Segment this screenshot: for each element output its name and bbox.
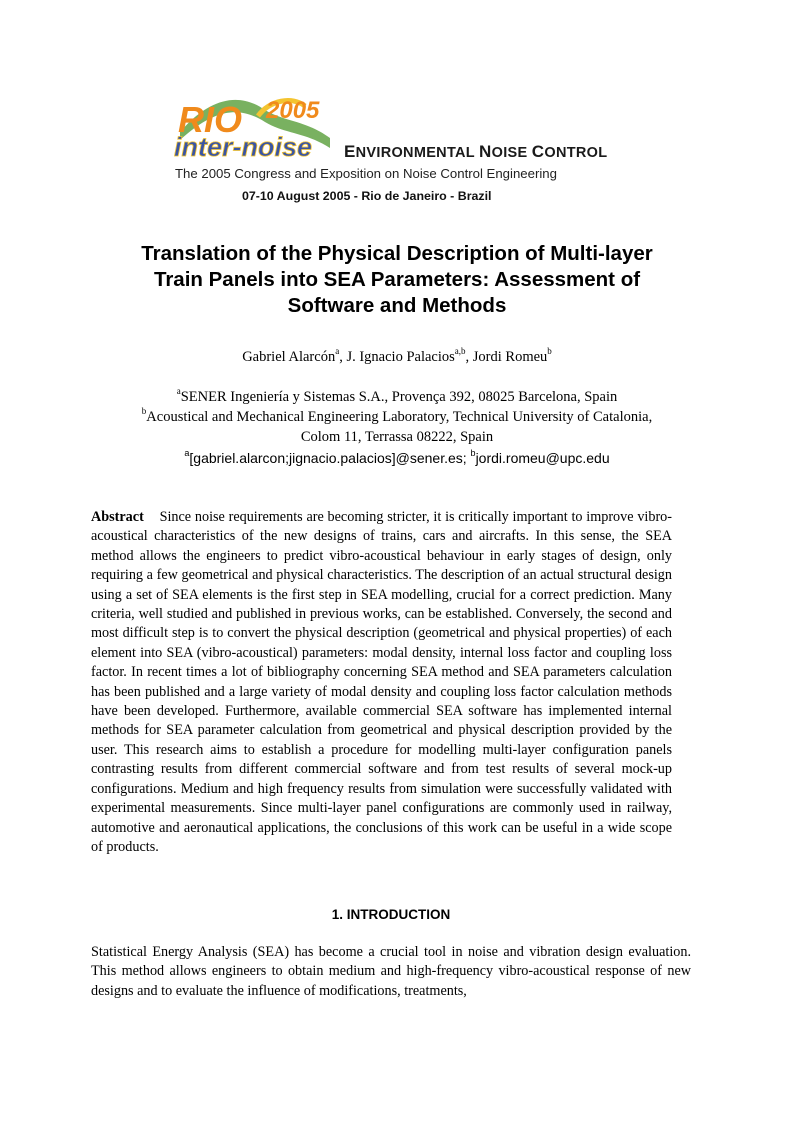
introduction-paragraph: Statistical Energy Analysis (SEA) has become a crucial tool in noise and vibration design evaluation. This method allows engineers to obtain medium and high-frequency vibro-acoustical response of new designs and to evaluate the influence of modifications, treatments, (91, 944, 691, 999)
author-name: Jordi Romeu (472, 349, 548, 365)
affiliation-line: $^b$Acoustical and Mechanical Engineering Laboratory, Technical University of Catalonia, (141, 406, 653, 425)
email-upc: jordi.romeu@upc.edu (475, 450, 610, 466)
author-list: Gabriel Alarcón$^a$, J. Ignacio Palacios$^{a,b}$, Jordi Romeu$^b$ (242, 346, 552, 365)
affiliations (90, 387, 704, 447)
author-name: J. Ignacio Palacios (346, 349, 455, 365)
email-sener: [gabriel.alarcon;jignacio.palacios]@sener.es; (189, 450, 471, 466)
author-affiliation-mark: a,b (454, 346, 466, 357)
title-line: Train Panels into SEA Parameters: Assessment of (153, 268, 641, 291)
congress-subtitle: The 2005 Congress and Exposition on Noise Control Engineering (175, 166, 557, 181)
abstract (91, 508, 672, 857)
logo-rio-text: RIO (178, 99, 243, 140)
author-emails: $^a$[gabriel.alarcon;jignacio.palacios]@sener.es; $^b$jordi.romeu@upc.edu (184, 448, 610, 466)
author-name: Gabriel Alarcón (242, 349, 336, 365)
conference-header (170, 92, 630, 212)
logo-brand-text: inter-noise (174, 132, 313, 162)
logo-year-text: 2005 (266, 97, 320, 124)
abstract-label: Abstract (91, 509, 144, 525)
abstract-body: Since noise requirements are becoming stricter, it is critically important to improve vibro-acoustical characteristics of the new designs of trains, cars and aircrafts. In this sense, the SEA method allows the engineers to predict vibro-acoustical behaviour in early stages of design, only requiring a few geometrical and physical characteristics. The description of an actual structural design using a set of SEA elements is the first step in SEA modelling, crucial for a correct prediction. Many criteria, well studied and published in previous works, can be established. Conversely, the second and most difficult step is to convert the physical description (geometrical and physical properties) of each element into SEA (vibro-acoustical) parameters: modal density, internal loss factor and coupling loss factor. In recent times a lot of bibliography concerning SEA method and SEA parameters calculation has been published and a large variety of modal density and coupling loss factor calculation methods have been developed. Furthermore, available commercial SEA software has implemented internal methods for SEA parameter calculation from geometrical and physical description provided by the user. This research aims to establish a procedure for modelling multi-layer configuration panels contrasting results from different commercial software and from test results of several mock-up configurations. Medium and high frequency results from simulation were successfully validated with experimental measurements. Since multi-layer panel configurations are commonly used in railway, automotive and aeronautical applications, the conclusions of this work can be useful in a wide scope of products. (91, 509, 672, 855)
conference-dates: 07-10 August 2005 - Rio de Janeiro - Brazil (242, 189, 492, 203)
rio-2005-logo (170, 92, 345, 162)
affiliation-line: Colom 11, Terrassa 08222, Spain (300, 429, 494, 445)
paper-title (90, 241, 704, 319)
author-affiliation-mark: b (547, 346, 552, 357)
title-line: Translation of the Physical Description of Multi-layer (141, 242, 653, 265)
section-heading-introduction: 1. INTRODUCTION (331, 907, 451, 922)
title-line: Software and Methods (287, 294, 507, 317)
affiliation-line: $^a$SENER Ingeniería y Sistemas S.A., Provença 392, 08025 Barcelona, Spain (176, 386, 618, 405)
author-affiliation-mark: a (335, 346, 340, 357)
environmental-noise-control-heading: ENVIRONMENTAL NOISE CONTROL (344, 142, 608, 161)
